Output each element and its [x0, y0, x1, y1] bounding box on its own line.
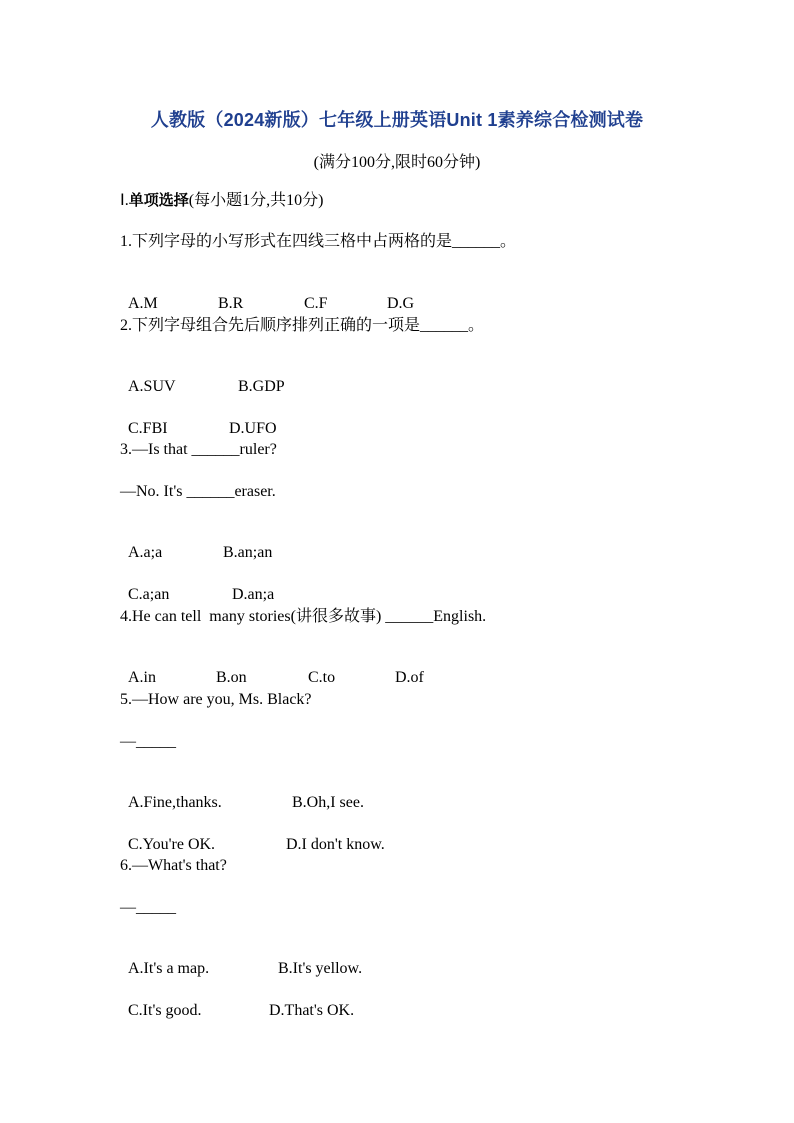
question-6-option-d: D.That's OK.	[269, 1002, 355, 1019]
question-4-option-b: B.on	[216, 669, 247, 686]
question-3-options-row2	[120, 565, 274, 605]
question-5-option-b: B.Oh,I see.	[292, 794, 364, 811]
question-2-options-row1	[120, 357, 285, 397]
page-title: 人教版（2024新版）七年级上册英语Unit 1素养综合检测试卷	[150, 110, 644, 130]
question-5-stem-2: —_____	[120, 733, 176, 750]
score-time-note: (满分100分,限时60分钟)	[313, 154, 481, 171]
question-6-options-row2	[120, 981, 354, 1021]
question-2-options-row2	[120, 399, 277, 439]
question-1-option-d: D.G	[387, 295, 415, 312]
question-6-options-row1	[120, 939, 362, 979]
question-1-option-a: A.M	[128, 295, 158, 312]
question-2-option-c: C.FBI	[128, 420, 168, 437]
question-2-option-a: A.SUV	[128, 378, 176, 395]
question-3-option-d: D.an;a	[232, 586, 275, 603]
question-4-option-a: A.in	[128, 669, 156, 686]
question-4-option-c: C.to	[308, 669, 336, 686]
section-number: Ⅰ.	[120, 192, 129, 209]
question-2-option-b: B.GDP	[238, 378, 285, 395]
question-5-option-a: A.Fine,thanks.	[128, 794, 222, 811]
question-3-stem-2: —No. It's ______eraser.	[120, 483, 276, 500]
question-6-option-b: B.It's yellow.	[278, 960, 363, 977]
section-heading	[120, 190, 323, 211]
question-5-option-c: C.You're OK.	[128, 836, 216, 853]
question-4-option-d: D.of	[395, 669, 424, 686]
question-5-options-row1	[120, 773, 364, 813]
question-2-stem: 2.下列字母组合先后顺序排列正确的一项是______。	[120, 317, 485, 334]
question-4-options	[120, 648, 424, 688]
question-5-option-d: D.I don't know.	[286, 836, 385, 853]
question-6-option-a: A.It's a map.	[128, 960, 210, 977]
question-3-stem-1: 3.—Is that ______ruler?	[120, 441, 277, 458]
question-1-option-b: B.R	[218, 295, 244, 312]
question-1-options	[120, 274, 414, 314]
section-title: 单项选择	[128, 191, 189, 209]
question-5-options-row2	[120, 815, 385, 855]
question-3-options-row1	[120, 523, 272, 563]
question-3-option-c: C.a;an	[128, 586, 170, 603]
question-2-option-d: D.UFO	[229, 420, 277, 437]
question-3-option-a: A.a;a	[128, 544, 163, 561]
question-6-option-c: C.It's good.	[128, 1002, 202, 1019]
question-3-option-b: B.an;an	[223, 544, 273, 561]
question-6-stem-2: —_____	[120, 899, 176, 916]
question-4-stem: 4.He can tell many stories(讲很多故事) ______English.	[120, 608, 487, 625]
question-1-stem: 1.下列字母的小写形式在四线三格中占两格的是______。	[120, 233, 517, 250]
question-5-stem-1: 5.—How are you, Ms. Black?	[120, 691, 312, 708]
question-1-option-c: C.F	[304, 295, 328, 312]
question-6-stem-1: 6.—What's that?	[120, 857, 227, 874]
section-note: (每小题1分,共10分)	[188, 192, 324, 209]
